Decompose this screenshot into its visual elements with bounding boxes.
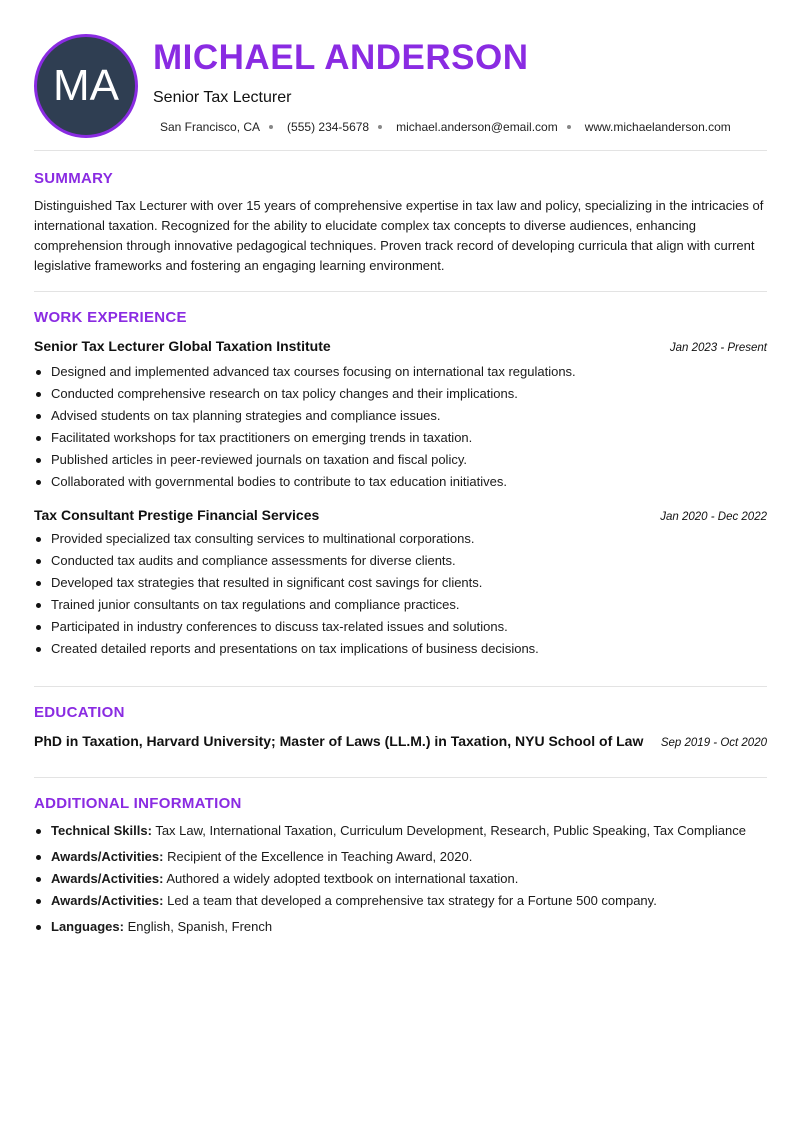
job-header	[34, 338, 767, 354]
item-text: English, Spanish, French	[127, 919, 273, 934]
separator-dot	[269, 125, 273, 129]
contact-website[interactable]: www.michaelanderson.com	[584, 120, 731, 134]
list-item: Conducted tax audits and compliance assessments for diverse clients.	[34, 550, 767, 572]
divider	[34, 150, 767, 151]
item-text: Recipient of the Excellence in Teaching Award, 2020.	[167, 849, 473, 864]
job-header	[34, 507, 767, 523]
item-label: Technical Skills:	[51, 823, 152, 838]
experience-heading: WORK EXPERIENCE	[34, 309, 187, 326]
item-label: Awards/Activities:	[51, 893, 164, 908]
job-role: Senior Tax Lecturer Global Taxation Institute	[34, 338, 331, 354]
job-bullets	[34, 528, 767, 660]
education-dates: Sep 2019 - Oct 2020	[660, 737, 767, 749]
contact-location: San Francisco, CA	[160, 120, 261, 134]
avatar-initials: MA	[53, 61, 119, 110]
divider	[34, 777, 767, 778]
contact-email[interactable]: michael.anderson@email.com	[396, 120, 558, 134]
list-item: Advised students on tax planning strategies and compliance issues.	[34, 405, 767, 427]
list-item: Conducted comprehensive research on tax policy changes and their implications.	[34, 383, 767, 405]
job-bullets	[34, 361, 767, 493]
additional-list	[34, 820, 767, 938]
education-row	[34, 733, 767, 749]
list-item: Participated in industry conferences to discuss tax-related issues and solutions.	[34, 616, 767, 638]
list-item	[34, 868, 767, 890]
contact-phone[interactable]: (555) 234-5678	[287, 120, 370, 134]
separator-dot	[378, 125, 382, 129]
education-heading: EDUCATION	[34, 704, 125, 721]
item-text: Tax Law, International Taxation, Curriculum Development, Research, Public Speaking, Tax Compliance	[155, 823, 746, 838]
additional-heading: ADDITIONAL INFORMATION	[34, 795, 242, 812]
item-text: Led a team that developed a comprehensive tax strategy for a Fortune 500 company.	[167, 893, 657, 908]
item-label: Awards/Activities:	[51, 849, 164, 864]
job-dates: Jan 2023 - Present	[669, 342, 767, 354]
list-item: Developed tax strategies that resulted in significant cost savings for clients.	[34, 572, 767, 594]
list-item: Created detailed reports and presentations on tax implications of business decisions.	[34, 638, 767, 660]
avatar	[34, 34, 138, 138]
list-item: Collaborated with governmental bodies to contribute to tax education initiatives.	[34, 471, 767, 493]
list-item: Published articles in peer-reviewed journals on taxation and fiscal policy.	[34, 449, 767, 471]
item-text: Authored a widely adopted textbook on international taxation.	[166, 871, 519, 886]
job-dates: Jan 2020 - Dec 2022	[660, 511, 767, 523]
item-label: Awards/Activities:	[51, 871, 164, 886]
summary-text: Distinguished Tax Lecturer with over 15 years of comprehensive expertise in tax law and policy, specializing in the intricacies of international taxation. Recognized for the ability to elucidate complex tax concepts to diverse audiences, enhancing comprehension through innovative pedagogical techniques. Proven track record of developing curricula that align with current legislative frameworks and fostering an engaging learning environment.	[34, 198, 764, 273]
job-role: Tax Consultant Prestige Financial Services	[34, 507, 320, 523]
list-item: Designed and implemented advanced tax courses focusing on international tax regulations.	[34, 361, 767, 383]
list-item: Facilitated workshops for tax practitioners on emerging trends in taxation.	[34, 427, 767, 449]
list-item: Trained junior consultants on tax regulations and compliance practices.	[34, 594, 767, 616]
divider	[34, 686, 767, 687]
item-label: Languages:	[51, 919, 124, 934]
list-item	[34, 820, 767, 846]
list-item	[34, 916, 767, 938]
summary-heading: SUMMARY	[34, 170, 114, 187]
candidate-name: MICHAEL ANDERSON	[153, 38, 529, 77]
divider	[34, 291, 767, 292]
education-degree: PhD in Taxation, Harvard University; Master of Laws (LL.M.) in Taxation, NYU School of Law	[34, 733, 644, 749]
contact-bar	[160, 120, 731, 134]
list-item	[34, 846, 767, 868]
list-item	[34, 890, 767, 916]
list-item: Provided specialized tax consulting services to multinational corporations.	[34, 528, 767, 550]
candidate-title: Senior Tax Lecturer	[153, 89, 292, 106]
separator-dot	[567, 125, 571, 129]
